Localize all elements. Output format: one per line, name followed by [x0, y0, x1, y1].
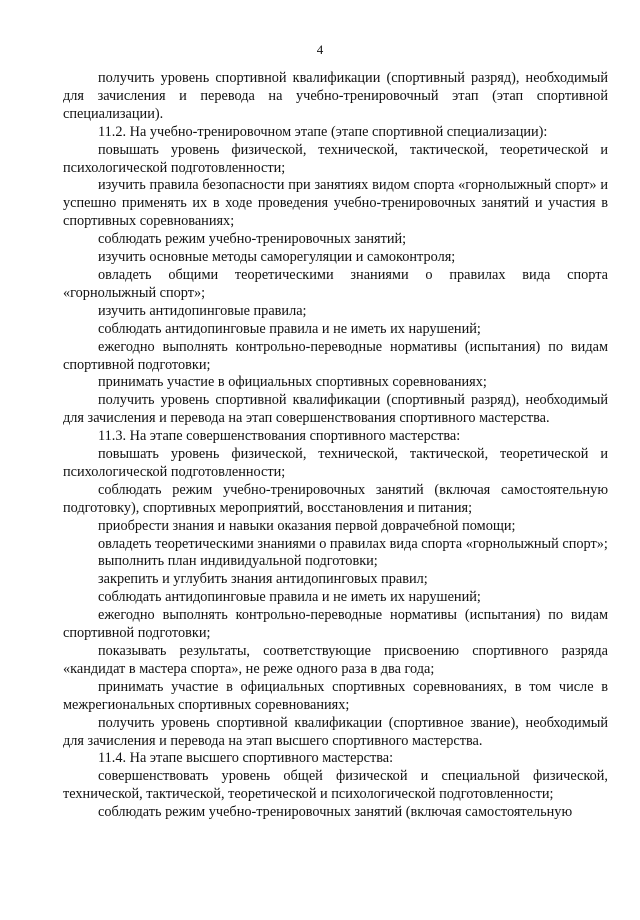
- paragraph: соблюдать антидопинговые правила и не иметь их нарушений;: [98, 320, 481, 337]
- paragraph: соблюдать режим учебно-тренировочных занятий;: [98, 231, 407, 248]
- paragraph: получить уровень спортивной квалификации (спортивный разряд), необходимый для зачисления и перевода на этап совершенствования спортивного мастерства.: [63, 392, 608, 427]
- paragraph: соблюдать режим учебно-тренировочных занятий (включая самостоятельную: [98, 804, 573, 821]
- paragraph: изучить правила безопасности при занятиях видом спорта «горнолыжный спорт» и успешно применять их в ходе проведения учебно-тренировочных занятий и участия в спортивных соревнованиях;: [63, 177, 608, 230]
- paragraph: показывать результаты, соответствующие присвоению спортивного разряда «кандидат в мастера спорта», не реже одного раза в два года;: [63, 643, 608, 677]
- paragraph: повышать уровень физической, технической, тактической, теоретической и психологической подготовленности;: [63, 446, 608, 480]
- paragraph: ежегодно выполнять контрольно-переводные нормативы (испытания) по видам спортивной подготовки;: [63, 338, 608, 373]
- paragraph: выполнить план индивидуальной подготовки;: [98, 553, 378, 570]
- paragraph: овладеть общими теоретическими знаниями о правилах вида спорта «горнолыжный спорт»;: [63, 266, 608, 301]
- paragraph: совершенствовать уровень общей физической и специальной физической, технической, тактической, теоретической и психологической подготовленности;: [63, 768, 608, 803]
- paragraph: повышать уровень физической, технической, тактической, теоретической и психологической подготовленности;: [63, 141, 608, 176]
- paragraph: принимать участие в официальных спортивных соревнованиях;: [98, 374, 487, 391]
- paragraph: изучить антидопинговые правила;: [98, 302, 307, 319]
- paragraph: 11.2. На учебно-тренировочном этапе (этапе спортивной специализации):: [98, 123, 548, 140]
- document-body: [63, 70, 608, 822]
- paragraph: 11.3. На этапе совершенствования спортивного мастерства:: [98, 428, 461, 445]
- page-number: 4: [316, 42, 324, 57]
- paragraph: изучить основные методы саморегуляции и самоконтроля;: [98, 249, 456, 266]
- paragraph: овладеть теоретическими знаниями о правилах вида спорта «горнолыжный спорт»;: [98, 535, 608, 552]
- paragraph: 11.4. На этапе высшего спортивного мастерства:: [98, 750, 394, 767]
- paragraph: приобрести знания и навыки оказания первой доврачебной помощи;: [98, 517, 516, 534]
- paragraph: получить уровень спортивной квалификации (спортивный разряд), необходимый для зачисления и перевода на учебно-тренировочный этап (этап спортивной специализации).: [63, 70, 608, 122]
- paragraph: получить уровень спортивной квалификации (спортивное звание), необходимый для зачисления и перевода на этап высшего спортивного мастерства.: [63, 714, 608, 749]
- paragraph: соблюдать антидопинговые правила и не иметь их нарушений;: [98, 589, 481, 606]
- paragraph: ежегодно выполнять контрольно-переводные нормативы (испытания) по видам спортивной подготовки;: [63, 607, 608, 642]
- paragraph: принимать участие в официальных спортивных соревнованиях, в том числе в межрегиональных спортивных соревнованиях;: [63, 678, 608, 713]
- paragraph: соблюдать режим учебно-тренировочных занятий (включая самостоятельную подготовку), спортивных мероприятий, восстановления и питания;: [63, 481, 608, 516]
- paragraph: закрепить и углубить знания антидопинговых правил;: [98, 571, 428, 588]
